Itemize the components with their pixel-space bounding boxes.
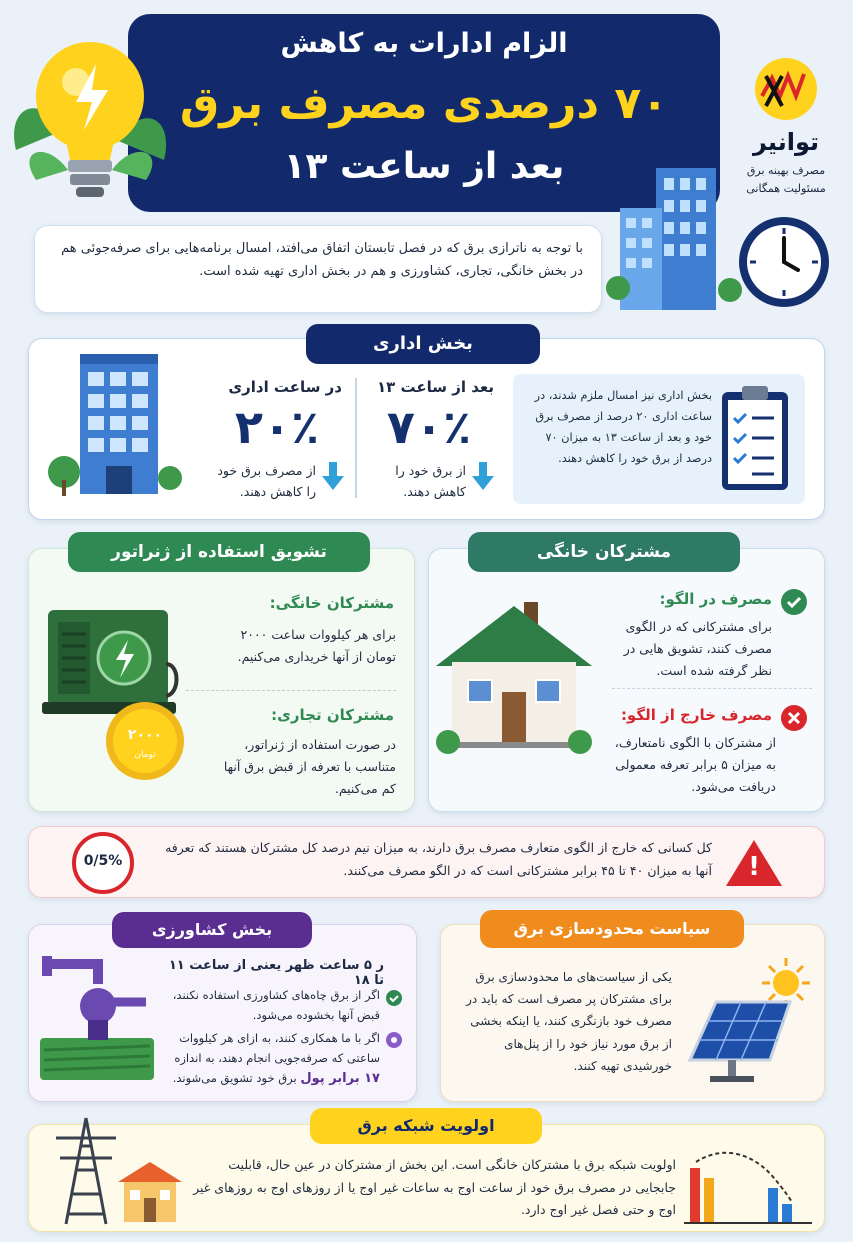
close-circle-icon (780, 704, 808, 732)
agri-item2-wrap (166, 1028, 380, 1091)
bullet-dot-icon (386, 1032, 402, 1048)
grid-title: اولویت شبکه برق (310, 1108, 542, 1144)
warning-icon-glyph: ! (748, 852, 760, 882)
header-line1: الزام ادارات به کاهش (280, 28, 568, 59)
water-pump-icon (38, 954, 156, 1082)
agri-title: بخش کشاورزی (112, 912, 312, 948)
grid-text: اولویت شبکه برق با مشترکان خانگی است. این بخش از مشترکان در عین حال، قابلیت جابجایی در مصرف برق خود از ساعت اوج به ساعات غیر اوج یا از روزهای اوج به روزهای غیر اوج و حتی فصل غیر اوج دارد. (193, 1157, 676, 1217)
office-during-pct: ۲۰٪ (234, 400, 320, 454)
agri-item2-strong: ۱۷ برابر پول (300, 1071, 380, 1087)
arrow-down-icon (322, 462, 344, 492)
checklist-icon (718, 382, 792, 494)
agri-item1: اگر از برق چاه‌های کشاورزی استفاده نکنند، قبض آنها بخشوده می‌شود. (172, 988, 380, 1022)
arrow-down-icon (472, 462, 494, 492)
limit-text: یکی از سیاست‌های ما محدودسازی برق برای مشترکان پر مصرف است که باید در مصرف خود بازنگری کنند، یا اینکه بخشی از برق مورد نیاز خود را از پنل‌های خورشیدی تهیه کنند. (466, 970, 672, 1073)
lightbulb-icon (6, 30, 174, 210)
household-title: مشترکان خانگی (468, 532, 740, 572)
gen-biz-title: مشترکان تجاری: (271, 706, 394, 724)
intro-text: با توجه به ناترازی برق که در فصل تابستان اتفاق می‌افتد، امسال برنامه‌هایی برای صرفه‌جوئی هم در بخش خانگی، تجاری، کشاورزی و هم در بخش اداری تهیه شده است. (61, 241, 583, 279)
gen-home-title: مشترکان خانگی: (269, 594, 394, 612)
header-line2: ۷۰ درصدی مصرف برق (179, 78, 669, 129)
house-out-text: از مشترکان با الگوی نامتعارف، به میزان ۵ برابر تعرفه معمولی دریافت می‌شود. (614, 735, 776, 794)
office-desc: بخش اداری نیز امسال ملزم شدند، در ساعت اداری ۲۰ درصد از مصرف برق خود و بعد از ساعت ۱۳ به میزان ۷۰ درصد از برق خود را کاهش دهند. (534, 389, 712, 465)
office-building-icon (46, 350, 186, 500)
warning-text: کل کسانی که خارج از الگوی متعارف مصرف برق دارند، به میزان نیم درصد کل مشترکان هستند که تعرفه آنها به میزان ۴۰ تا ۴۵ برابر مشترکانی است که در الگو مصرف می‌کنند. (165, 840, 712, 879)
buildings-icon (606, 160, 756, 310)
office-during-label: در ساعت اداری (228, 378, 342, 396)
office-after-pct: ۷۰٪ (386, 400, 472, 454)
office-during-text: از مصرف برق خود را کاهش دهند. (217, 463, 316, 500)
tavanir-logo-icon (752, 56, 820, 122)
bar-graph-icon (684, 1148, 814, 1226)
agri-item2: اگر با ما همکاری کنند، به ازای هر کیلووات ساعتی که صرفه‌جویی انجام دهند، به اندازه (174, 1031, 380, 1066)
gen-home-text: برای هر کیلووات ساعت ۲۰۰۰ تومان از آنها خریداری می‌کنیم. (237, 627, 396, 664)
office-title: بخش اداری (306, 324, 540, 364)
house-icon (430, 596, 598, 754)
coin-unit: تومان (134, 750, 156, 760)
header-line3: بعد از ساعت ۱۳ (283, 146, 565, 187)
office-after-text: از برق خود را کاهش دهند. (395, 463, 466, 500)
generator-title: تشویق استفاده از ژنراتور (68, 532, 370, 572)
brand-tag1: مصرف بهینه برق (746, 164, 826, 177)
power-tower-icon (46, 1114, 186, 1228)
intro-card (34, 225, 602, 313)
solar-panel-icon (680, 956, 820, 1086)
house-in-text: برای مشترکانی که در الگوی مصرف کنند، تشویق هایی در نظر گرفته شده است. (623, 619, 772, 678)
gen-biz-text: در صورت استفاده از ژنراتور، متناسب با تعرفه از قبض برق آنها کم می‌کنیم. (223, 737, 396, 796)
gen-divider (186, 690, 396, 691)
agri-item2-end: برق خود تشویق می‌شوند. (172, 1071, 301, 1086)
agri-time: ر ۵ ساعت ظهر یعنی از ساعت ۱۱ تا ۱۸ (168, 958, 384, 988)
house-in-title: مصرف در الگو: (659, 590, 772, 608)
brand-tag2: مسئولیت همگانی (746, 182, 826, 195)
office-divider (355, 378, 357, 498)
warning-badge-text: 0/5% (83, 853, 123, 869)
house-out-title: مصرف خارج از الگو: (620, 706, 772, 724)
house-divider (612, 688, 812, 689)
limit-title: سیاست محدودسازی برق (480, 910, 744, 948)
check-circle-icon (780, 588, 808, 616)
brand-name: توانیر (752, 128, 820, 156)
office-after-label: بعد از ساعت ۱۳ (376, 378, 494, 396)
clock-icon (736, 214, 832, 310)
coin-value: ۲۰۰۰ (127, 727, 163, 743)
check-circle-icon (386, 990, 402, 1006)
